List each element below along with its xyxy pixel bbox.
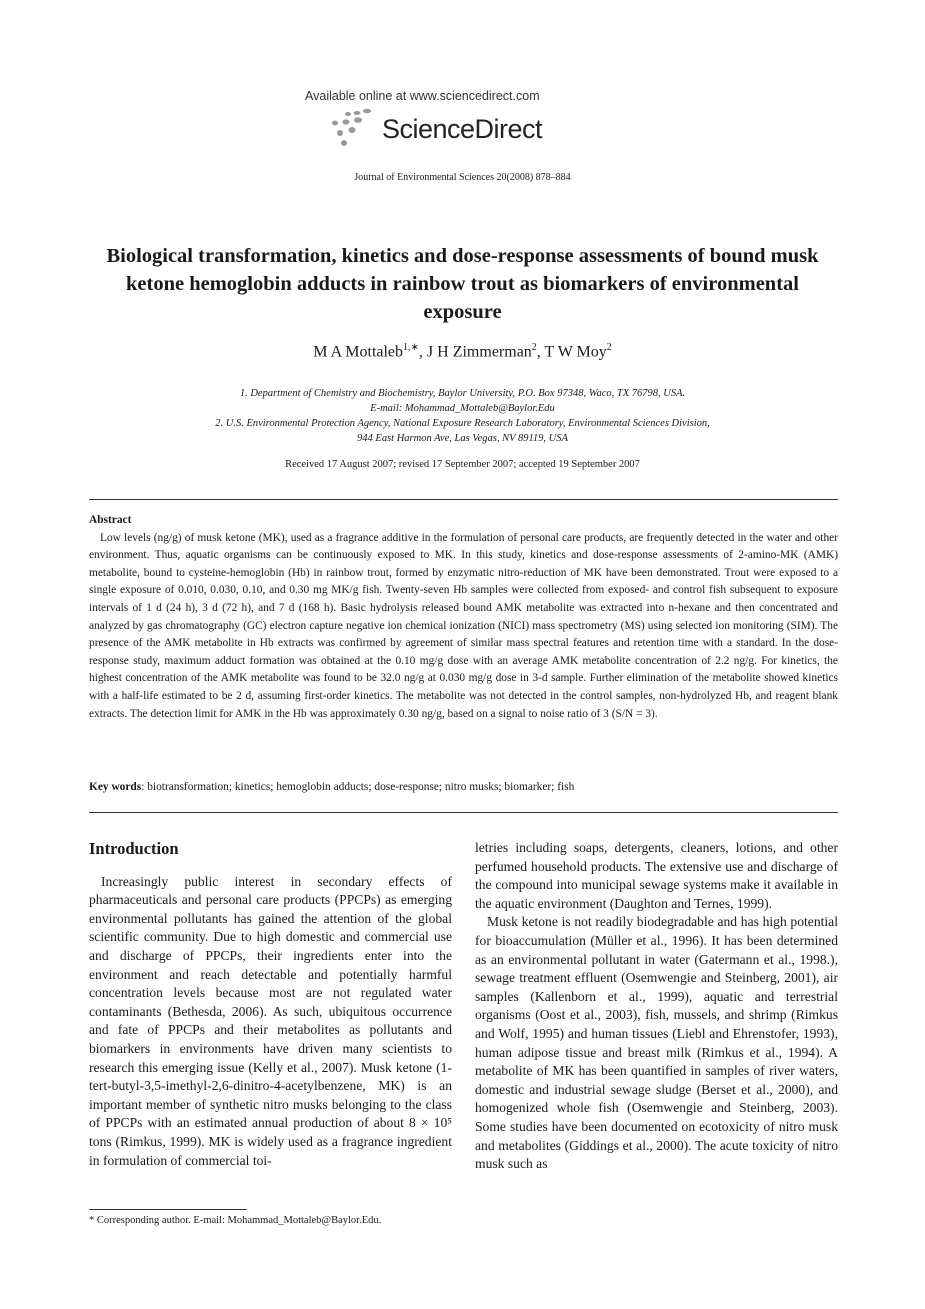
abstract-heading: Abstract: [89, 514, 132, 526]
affiliations: [90, 386, 835, 446]
abstract-section: [89, 512, 838, 723]
author-name: J H Zimmerman: [426, 343, 532, 361]
affiliation-email: E-mail: Mohammad_Mottaleb@Baylor.Edu: [370, 403, 555, 414]
abstract-text: Low levels (ng/g) of musk ketone (MK), used as a fragrance additive in the formulation of personal care products, are frequently detected in the water and other environment. Thus, aquatic organisms can be continuously exposed to MK. In this study, kinetics and dose-response assessments of 2-amino-MK (AMK) metabolite, bound to cysteine-hemoglobin (Hb) in rainbow trout, formed by enzymatic nitro-reduction of MK have been demonstrated. Trout were exposed to a single exposure of 0.010, 0.030, 0.10, and 0.30 mg MK/g fish. Twenty-seven Hb samples were collected from exposed- and control fish subsequent to exposure intervals of 1 d (24 h), 3 d (72 h), and 7 d (168 h). Basic hydrolysis released bound AMK metabolite was extracted into n-hexane and then concentrated and analyzed by gas chromatography (GC) electron capture negative ion chemical ionization (NICI) mass spectrometry (MS) using selected ion monitoring (SIM). The presence of the AMK metabolite in Hb extracts was confirmed by agreement of similar mass spectral features and retention time with a standard. In the dose-response study, maximum adduct formation was obtained at the 0.10 mg/g dose with an average AMK metabolite concentration of 2.2 ng/g. For kinetics, the highest concentration of the AMK metabolite was found to be 32.0 ng/g at 0.030 mg/g dose in 3-d sample. Further elimination of the metabolite showed kinetics with a half-life estimated to be 2 d, assuming first-order kinetics. The metabolite was not detected in the control samples, non-hydrolyzed Hb, and reagent blank extracts. The detection limit for AMK in the Hb was approximately 0.30 ng/g, based on a signal to noise ratio of 3 (S/N = 3).: [89, 531, 838, 720]
keywords: [89, 781, 838, 793]
author-affil-mark: 2: [606, 342, 612, 353]
author-affil-mark: 1,∗: [403, 342, 419, 353]
article-title: Biological transformation, kinetics and dose-response assessments of bound musk ketone hemoglobin adducts in rainbow trout as biomarkers of environmental exposure: [106, 245, 819, 323]
author-name: T W Moy: [544, 343, 607, 361]
divider: [89, 499, 838, 500]
affiliation-line: 2. U.S. Environmental Protection Agency, National Exposure Research Laboratory, Environmental Sciences Division,: [215, 418, 710, 429]
keywords-list: : biotransformation; kinetics; hemoglobin adducts; dose-response; nitro musks; biomarker; fish: [141, 781, 575, 793]
body-paragraph: letries including soaps, detergents, cleaners, lotions, and other perfumed household products. The extensive use and discharge of the compound into municipal sewage systems make it available in the aquatic environment (Daughton and Ternes, 1999).: [475, 840, 838, 911]
footnote: * Corresponding author. E-mail: Mohammad_Mottaleb@Baylor.Edu.: [89, 1215, 382, 1226]
right-column: [475, 839, 838, 1174]
footnote-divider: [89, 1209, 247, 1210]
body-paragraph: Musk ketone is not readily biodegradable and has high potential for bioaccumulation (Müller et al., 1996). It has been determined as an environmental pollutant in water (Gatermann et al., 1998.), sewage treatment effluent (Osemwengie and Steinberg, 2001), air samples (Kallenborn et al., 1999), aquatic and terrestrial organisms (Oost et al., 2003), fish, mussels, and shrimp (Rimkus and Wolf, 1995) and human tissues (Liebl and Ehrenstofer, 1993), human adipose tissue and breast milk (Rimkus et al., 1994). A metabolite of MK has been quantified in samples of river waters, domestic and industrial sewage sludge (Berset et al., 2000), and homogenized whole fish (Osemwengie and Steinberg, 2003). Some studies have been documented on ecotoxicity of nitro musk and metabolites (Giddings et al., 2000). The acute toxicity of nitro musk such as: [475, 914, 838, 1172]
journal-reference: Journal of Environmental Sciences 20(2008) 878–884: [354, 172, 571, 183]
section-heading-introduction: Introduction: [89, 839, 179, 858]
left-column: [89, 840, 452, 1170]
sciencedirect-logo: [326, 108, 556, 148]
sciencedirect-dots-icon: [326, 108, 381, 148]
author-name: M A Mottaleb: [313, 343, 404, 361]
affiliation-line: 944 East Harmon Ave, Las Vegas, NV 89119, USA: [357, 433, 568, 444]
body-paragraph: Increasingly public interest in secondary effects of pharmaceuticals and personal care products (PPCPs) as emerging environmental pollutants has gained the attention of the global scientific community. Due to high domestic and commercial use and discharge of PPCPs, their ingredients enter into the environment and reach detectable and potentially harmful concentration levels because most are not regulated water contaminants (Bethesda, 2006). As such, ubiquitous occurrence and fate of PPCPs and their metabolites as pollutants and biomarkers in environments have driven many scientists to research this emerging issue (Kelly et al., 2007). Musk ketone (1-tert-butyl-3,5-imethyl-2,6-dinitro-4-acetylbenzene, MK) is an important member of synthetic nitro musks belonging to the class of PPCPs with an estimated annual production of about 8 × 10⁵ tons (Rimkus, 1999). MK is widely used as a fragrance ingredient in formulation of commercial toi-: [89, 873, 452, 1168]
author-affil-mark: 2: [531, 342, 537, 353]
divider: [89, 812, 838, 813]
available-online-text: Available online at www.sciencedirect.com: [305, 89, 540, 103]
affiliation-line: 1. Department of Chemistry and Biochemistry, Baylor University, P.O. Box 97348, Waco, TX 76798, USA.: [239, 388, 686, 399]
logo-text: ScienceDirect: [382, 114, 543, 144]
received-dates: Received 17 August 2007; revised 17 September 2007; accepted 19 September 2007: [285, 459, 640, 470]
author-list: M A Mottaleb$^{1,∗}$, J H Zimmerman$^2$, T W Moy$^2$: [313, 342, 612, 361]
keywords-label: Key words: [89, 781, 142, 793]
